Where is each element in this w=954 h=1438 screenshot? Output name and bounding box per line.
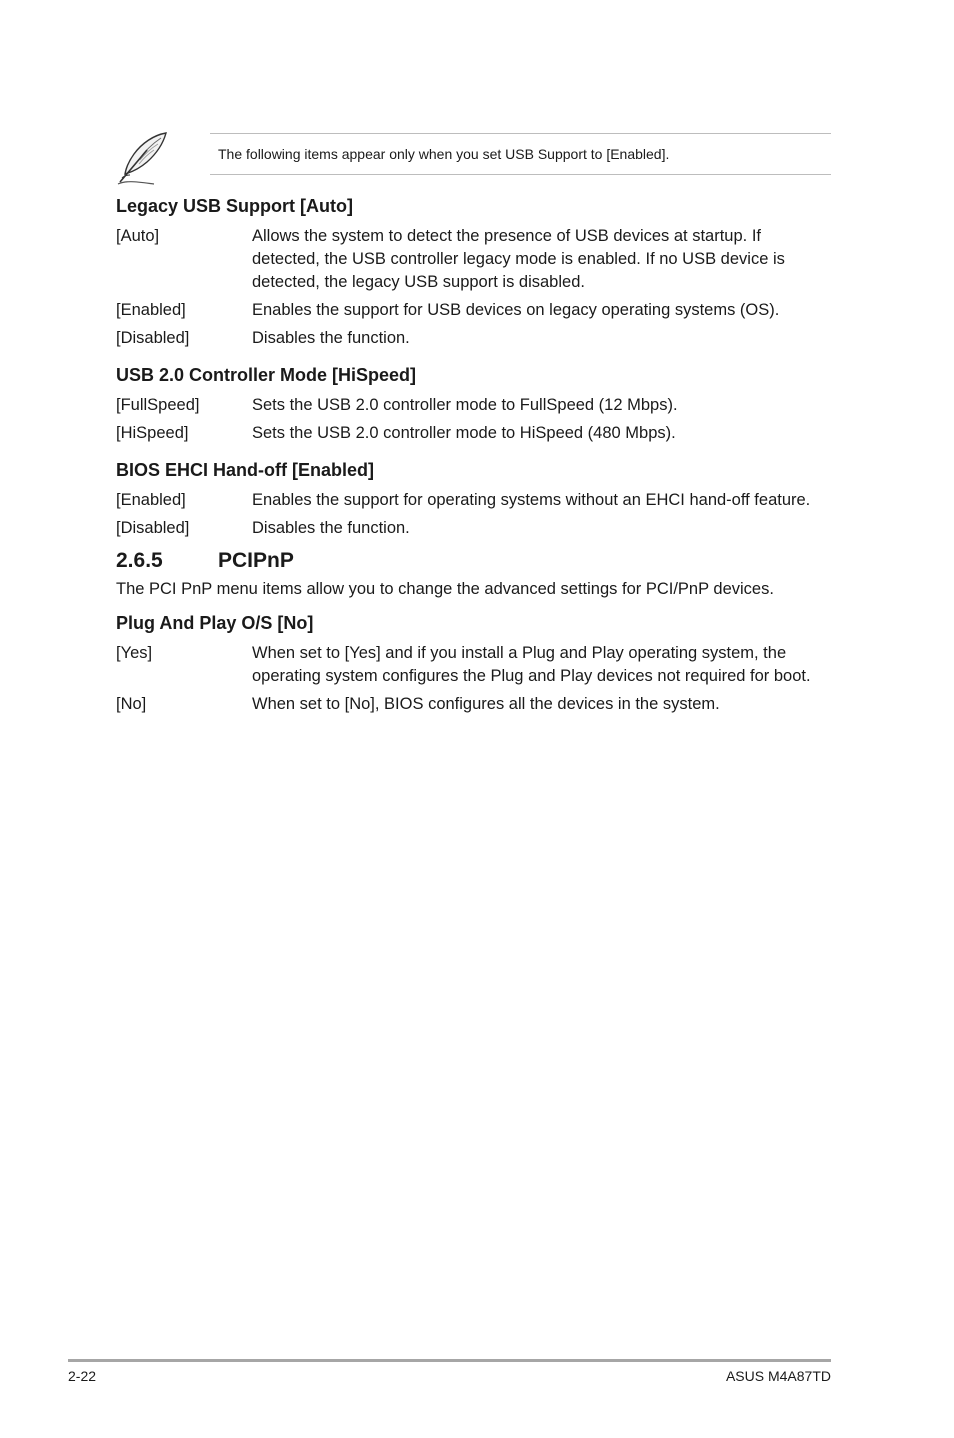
option-key: [No] [116,695,147,713]
main-content [116,194,832,721]
item-title: Plug And Play O/S [No] [116,613,314,633]
option-desc: Disables the function. [252,329,410,347]
item-title: BIOS EHCI Hand-off [Enabled] [116,460,374,480]
note-box [110,128,832,180]
option-key: [HiSpeed] [116,424,189,442]
page-number: 2-22 [68,1368,97,1384]
product-name: ASUS M4A87TD [725,1368,831,1384]
option-key: [Yes] [116,644,153,662]
section-title: PCIPnP [218,549,294,572]
section-number: 2.6.5 [116,549,163,572]
option-row [116,693,832,716]
bios-item-plug-and-play-os [116,611,832,716]
option-key: [Disabled] [116,519,190,537]
bios-item-ehci-handoff [116,458,832,540]
section-intro: The PCI PnP menu items allow you to change the advanced settings for PCI/PnP devices. [116,580,774,598]
option-row [116,394,832,417]
option-row [116,422,832,445]
option-row [116,517,832,540]
option-desc: When set to [No], BIOS configures all the devices in the system. [252,695,720,713]
option-desc: Allows the system to detect the presence of USB devices at startup. If detected, the USB controller legacy mode is enabled. If no USB device is detected, the legacy USB support is disabled. [252,227,785,291]
option-desc: Enables the support for operating systems without an EHCI hand-off feature. [252,491,811,509]
bios-item-legacy-usb [116,194,832,350]
option-key: [Auto] [116,227,160,245]
item-title: USB 2.0 Controller Mode [HiSpeed] [116,365,417,385]
option-row [116,299,832,322]
option-row [116,327,832,350]
option-row [116,489,832,512]
option-row [116,642,832,688]
option-desc: Enables the support for USB devices on legacy operating systems (OS). [252,301,780,319]
feather-pen-icon [114,130,172,186]
note-text: The following items appear only when you set USB Support to [Enabled]. [218,146,670,162]
option-row [116,225,832,294]
option-desc: Disables the function. [252,519,410,537]
note-rule [210,133,831,175]
section-heading [116,548,832,574]
item-title: Legacy USB Support [Auto] [116,196,353,216]
option-key: [Enabled] [116,301,186,319]
option-desc: Sets the USB 2.0 controller mode to FullSpeed (12 Mbps). [252,396,678,414]
option-key: [Enabled] [116,491,186,509]
option-desc: Sets the USB 2.0 controller mode to HiSpeed (480 Mbps). [252,424,676,442]
option-desc: When set to [Yes] and if you install a Plug and Play operating system, the operating system configures the Plug and Play devices not required for boot. [252,644,811,685]
option-key: [Disabled] [116,329,190,347]
option-key: [FullSpeed] [116,396,200,414]
footer-rule [68,1359,831,1362]
bios-item-usb2-controller-mode [116,363,832,445]
